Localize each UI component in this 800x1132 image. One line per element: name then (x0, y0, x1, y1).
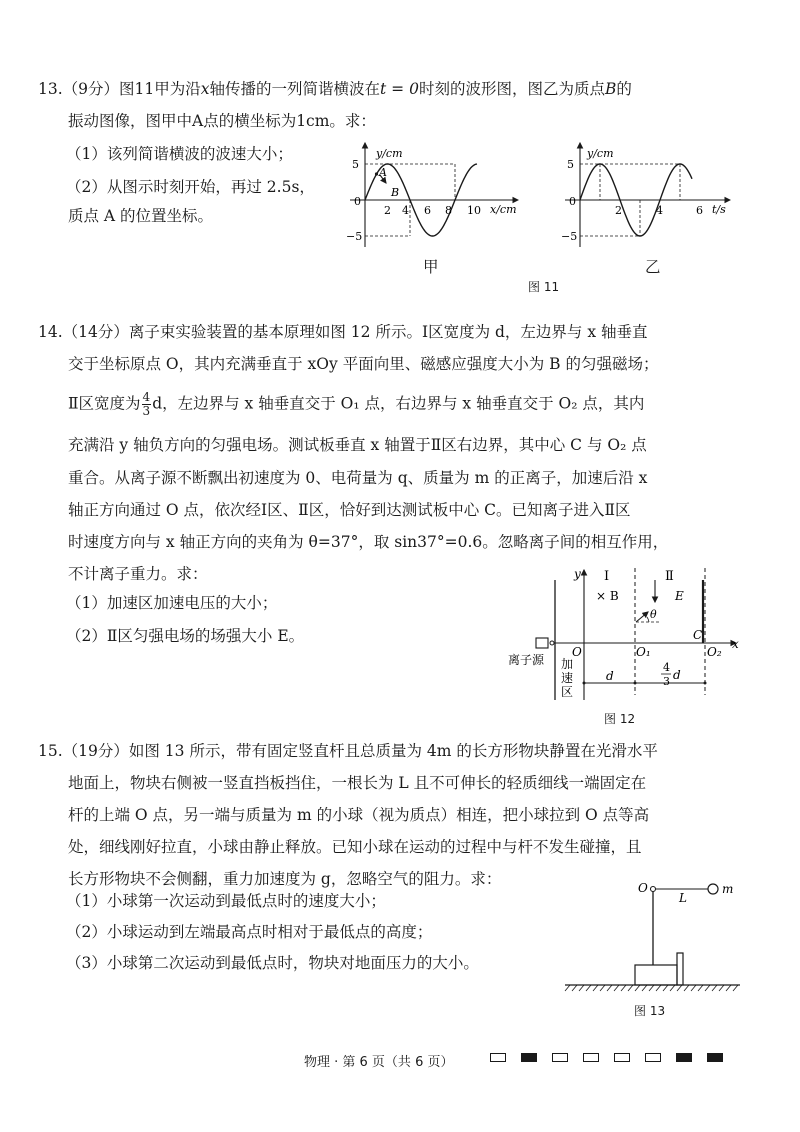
q14-stem-line3: Ⅱ区宽度为 $\frac{4}{3}$ d，左边界与 x 轴垂直交于 O₁ 点，右边界与 x 轴垂直交于 O₂ 点，其内 (68, 390, 645, 418)
jia-y-top: 5 (352, 158, 359, 171)
jia-tick-10: 10 (467, 204, 481, 217)
pivot-o (651, 887, 656, 892)
fig12-theta: θ (650, 608, 657, 621)
q14-subquestion-2: （2）Ⅱ区匀强电场的场强大小 E。 (66, 627, 305, 645)
fig12-d: d (606, 669, 614, 683)
q15-stem-line1: 15.（19分）如图 13 所示，带有固定竖直杆且总质量为 4m 的长方形物块静置在光滑水平 (38, 742, 658, 760)
q14-stem-line7: 时速度方向与 x 轴正方向的夹角为 θ=37°，取 sin37°=0.6。忽略离子间的相互作用， (68, 533, 669, 551)
figure-11-caption: 图 11 (528, 280, 560, 294)
q14-stem-line4: 充满沿 y 轴负方向的匀强电场。测试板垂直 x 轴置于Ⅱ区右边界，其中心 C 与 O₂ 点 (68, 436, 647, 454)
jia-label-b: B (391, 186, 400, 199)
fig12-frac-num: 4 (663, 661, 670, 674)
yi-tick-6: 6 (696, 204, 703, 217)
footer-square (676, 1053, 692, 1062)
q15-stem-line3: 杆的上端 O 点，另一端与质量为 m 的小球（视为质点）相连，把小球拉到 O 点等高 (68, 806, 650, 824)
ball (708, 884, 718, 894)
footer-square (552, 1053, 568, 1062)
fig12-o2: O₂ (707, 645, 722, 659)
velocity-arrow (636, 612, 648, 622)
q15-subquestion-3: （3）小球第二次运动到最低点时，物块对地面压力的大小。 (66, 954, 479, 972)
fig12-acc-3: 区 (561, 685, 574, 699)
fig12-frac-den: 3 (663, 675, 670, 688)
jia-y-bottom: −5 (346, 230, 363, 243)
page-footer: 物理 · 第 6 页（共 6 页） (304, 1055, 454, 1070)
yi-y-bottom: −5 (561, 230, 578, 243)
fig13-l: L (679, 891, 687, 905)
fig12-c: C (693, 628, 703, 642)
footer-square (583, 1053, 599, 1062)
stop-board (677, 953, 683, 985)
fig12-frac-d: d (673, 668, 681, 682)
jia-tick-6: 6 (424, 204, 431, 217)
jia-label-a: A (379, 166, 387, 179)
fraction-four-thirds: $\frac{4}{3}$ (142, 390, 151, 418)
ion-beam-diagram (500, 560, 745, 710)
q15-stem-line5: 长方形物块不会侧翻，重力加速度为 g，忽略空气的阻力。求： (68, 870, 502, 888)
fig12-b-field: × B (596, 589, 619, 603)
figure-12-caption: 图 12 (604, 712, 636, 726)
q14-subquestion-1: （1）加速区加速电压的大小； (66, 594, 278, 612)
fig12-o1: O₁ (636, 645, 651, 659)
yi-tick-4: 4 (656, 204, 663, 217)
q14-stem-line5: 重合。从离子源不断飘出初速度为 0、电荷量为 q、质量为 m 的正离子，加速后沿 x (68, 469, 648, 487)
vibration-graph-yi (555, 135, 735, 250)
ion-source-box (536, 638, 548, 648)
fig13-m: m (722, 882, 734, 896)
q13-subquestion-1: （1）该列简谐横波的波速大小； (66, 145, 293, 163)
q13-stem-line2: 振动图像，图甲中A点的横坐标为1cm。求： (68, 112, 376, 130)
fig13-o: O (638, 881, 648, 895)
jia-tick-4: 4 (402, 204, 409, 217)
fig12-x: x (732, 637, 739, 651)
yi-caption: 乙 (645, 258, 661, 276)
q15-stem-line2: 地面上，物块右侧被一竖直挡板挡住，一根长为 L 且不可伸长的轻质细线一端固定在 (68, 774, 647, 792)
fig12-y: y (574, 567, 581, 581)
q14-stem-line1: 14.（14分）离子束实验装置的基本原理如图 12 所示。Ⅰ区宽度为 d，左边界与 x 轴垂直 (38, 323, 648, 341)
jia-tick-8: 8 (445, 204, 452, 217)
fig12-ion-source: 离子源 (508, 653, 545, 667)
q13-subquestion-2-cont: 质点 A 的位置坐标。 (68, 207, 214, 225)
pendulum-block-diagram (560, 875, 750, 995)
jia-tick-2: 2 (384, 204, 391, 217)
yi-tick-2: 2 (615, 204, 622, 217)
footer-square (707, 1053, 723, 1062)
yi-origin: 0 (569, 195, 576, 208)
q15-subquestion-1: （1）小球第一次运动到最低点时的速度大小； (66, 892, 386, 910)
footer-square (521, 1053, 537, 1062)
fig12-region2: Ⅱ (665, 569, 674, 584)
fig12-acc-2: 速 (561, 671, 574, 685)
block (635, 965, 677, 985)
q13-subquestion-2: （2）从图示时刻开始，再过 2.5s， (66, 178, 315, 196)
yi-xlabel: t/s (712, 203, 726, 216)
jia-ylabel: y/cm (376, 147, 403, 160)
footer-square (490, 1053, 506, 1062)
fig12-acc-1: 加 (561, 657, 574, 671)
q15-subquestion-2: （2）小球运动到左端最高点时相对于最低点的高度； (66, 923, 433, 941)
fig12-region1: Ⅰ (604, 569, 610, 584)
jia-point-a (375, 172, 378, 175)
wave-graph-jia (340, 135, 525, 250)
yi-y-top: 5 (567, 158, 574, 171)
footer-square (614, 1053, 630, 1062)
q14-stem-line6: 轴正方向通过 O 点，依次经Ⅰ区、Ⅱ区，恰好到达测试板中心 C。已知离子进入Ⅱ区 (68, 501, 631, 519)
jia-origin: 0 (354, 195, 361, 208)
jia-caption: 甲 (423, 258, 439, 276)
q15-stem-line4: 处，细线刚好拉直，小球由静止释放。已知小球在运动的过程中与杆不发生碰撞，且 (68, 838, 642, 856)
q13-stem-line1: 13.（9分）图11甲为沿x轴传播的一列简谐横波在t = 0时刻的波形图，图乙为质点B的 (38, 80, 632, 98)
q14-stem-line2: 交于坐标原点 O，其内充满垂直于 xOy 平面向里、磁感应强度大小为 B 的匀强磁场； (68, 355, 659, 373)
jia-xlabel: x/cm (490, 203, 517, 216)
footer-square (645, 1053, 661, 1062)
q14-stem-line8: 不计离子重力。求： (68, 565, 208, 583)
figure-13-caption: 图 13 (634, 1004, 666, 1018)
fig12-o: O (572, 645, 582, 659)
fig12-e-field: E (675, 589, 684, 603)
yi-ylabel: y/cm (587, 147, 614, 160)
